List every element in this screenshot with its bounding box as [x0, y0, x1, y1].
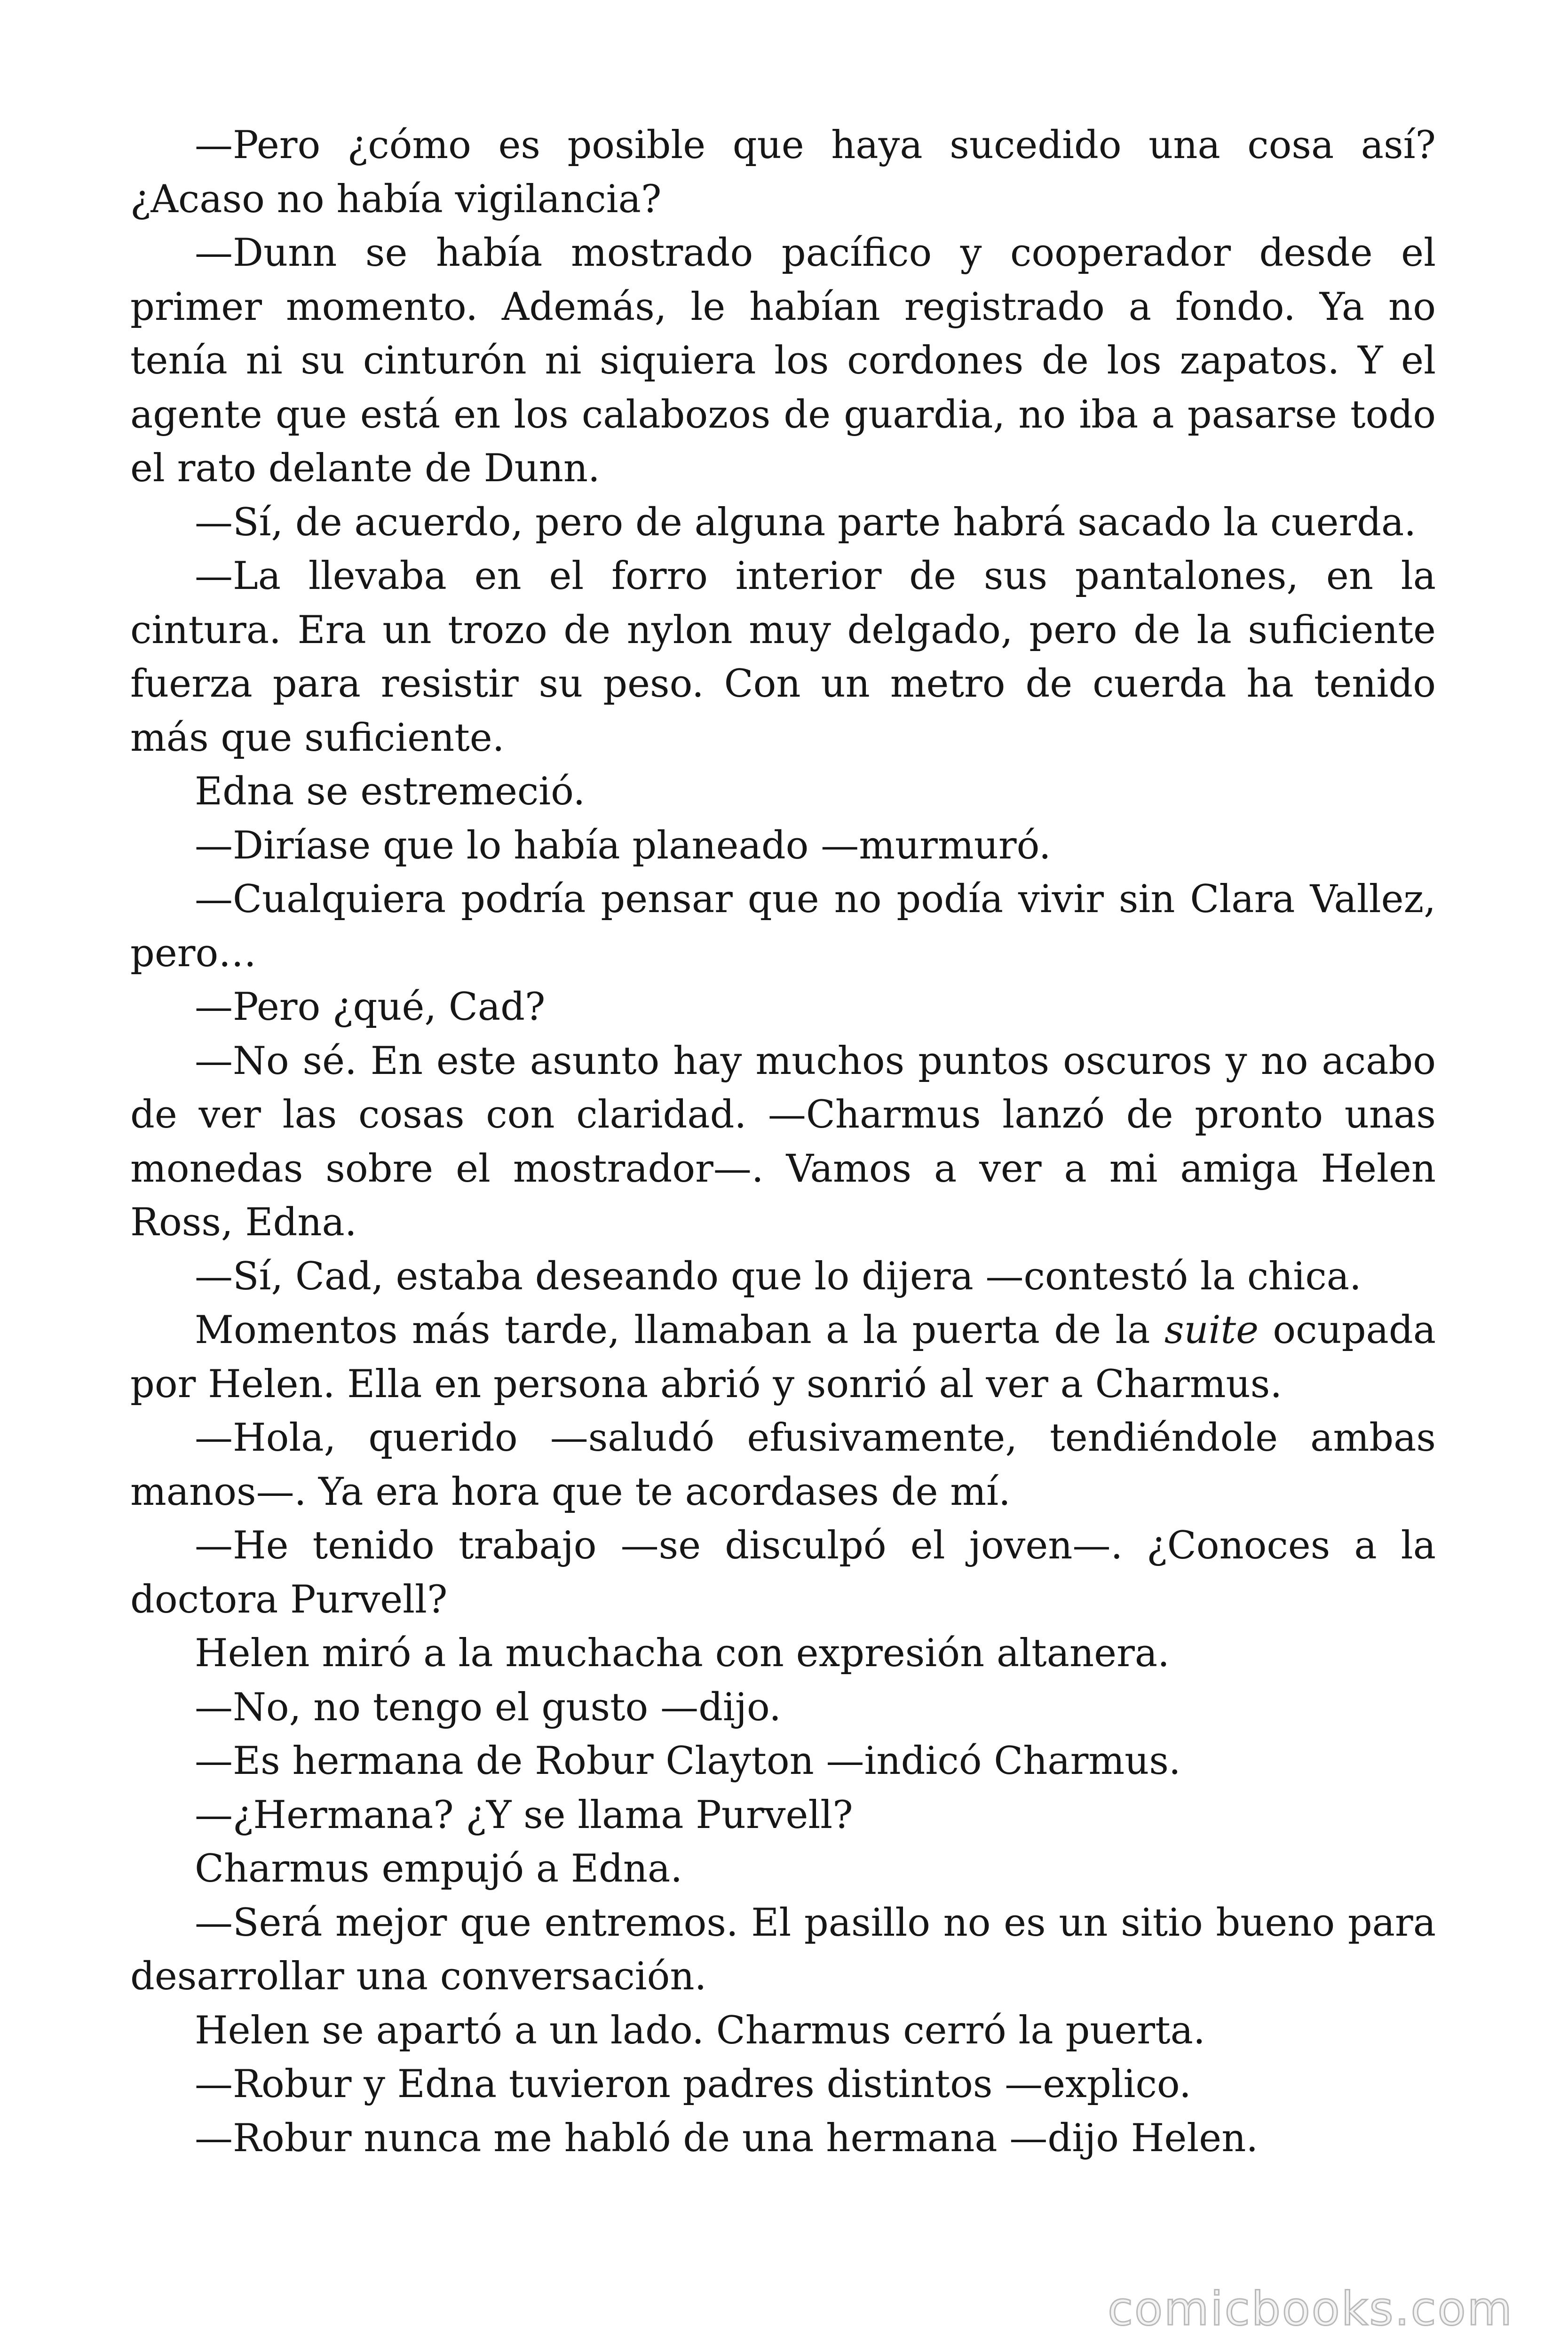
paragraph-21: —Robur y Edna tuvieron padres distintos —explico.	[195, 2062, 1191, 2106]
paragraph-18: Charmus empujó a Edna.	[195, 1847, 683, 1891]
paragraph-5: Edna se estremeció.	[195, 770, 586, 814]
paragraph-13: —He tenido trabajo —se disculpó el joven—. ¿Conoces a la doctora Purvell?	[130, 1524, 1436, 1622]
paragraph-8: —Pero ¿qué, Cad?	[195, 985, 546, 1029]
paragraph-14: Helen miró a la muchacha con expresión altanera.	[195, 1631, 1170, 1676]
paragraph-12: —Hola, querido —saludó efusivamente, tendiéndole ambas manos—. Ya era hora que te acordases de mí.	[130, 1416, 1436, 1514]
paragraph-22: —Robur nunca me habló de una hermana —dijo Helen.	[195, 2116, 1259, 2161]
paragraph-20: Helen se apartó a un lado. Charmus cerró la puerta.	[195, 2008, 1205, 2053]
paragraph-6: —Diríase que lo había planeado —murmuró.	[195, 823, 1051, 868]
paragraph-3: —Sí, de acuerdo, pero de alguna parte habrá sacado la cuerda.	[195, 500, 1417, 545]
watermark: comicbooks.com	[1108, 2282, 1513, 2336]
paragraph-2: —Dunn se había mostrado pacífico y cooperador desde el primer momento. Además, le habían registrado a fondo. Ya no tenía ni su cinturón ni siquiera los cordones de los zapatos. Y el agente que está en los calabozos de guardia, no iba a pasarse todo el rato delante de Dunn.	[130, 231, 1436, 491]
paragraph-11-before: Momentos más tarde, llamaban a la puerta de la	[195, 1308, 1164, 1352]
paragraph-16: —Es hermana de Robur Clayton —indicó Charmus.	[195, 1739, 1181, 1783]
paragraph-7: —Cualquiera podría pensar que no podía vivir sin Clara Vallez, pero…	[130, 877, 1436, 976]
page-text	[130, 119, 1436, 2165]
paragraph-10: —Sí, Cad, estaba deseando que lo dijera —contestó la chica.	[195, 1254, 1362, 1299]
paragraph-19: —Será mejor que entremos. El pasillo no es un sitio bueno para desarrollar una conversación.	[130, 1900, 1436, 1999]
paragraph-15: —No, no tengo el gusto —dijo.	[195, 1685, 782, 1730]
italic-word: suite	[1164, 1308, 1259, 1352]
paragraph-11-after: ocupada por Helen. Ella en persona abrió y sonrió al ver a Charmus.	[130, 1308, 1436, 1406]
paragraph-4: —La llevaba en el forro interior de sus pantalones, en la cintura. Era un trozo de nylon muy delgado, pero de la suficiente fuerza para resistir su peso. Con un metro de cuerda ha tenido más que suficiente.	[130, 554, 1436, 760]
paragraph-11	[130, 1303, 1436, 1411]
paragraph-1: —Pero ¿cómo es posible que haya sucedido una cosa así? ¿Acaso no había vigilancia?	[130, 123, 1436, 222]
paragraph-17: —¿Hermana? ¿Y se llama Purvell?	[195, 1793, 853, 1837]
paragraph-9: —No sé. En este asunto hay muchos puntos oscuros y no acabo de ver las cosas con claridad. —Charmus lanzó de pronto unas monedas sobre el mostrador—. Vamos a ver a mi amiga Helen Ross, Edna.	[130, 1039, 1436, 1245]
